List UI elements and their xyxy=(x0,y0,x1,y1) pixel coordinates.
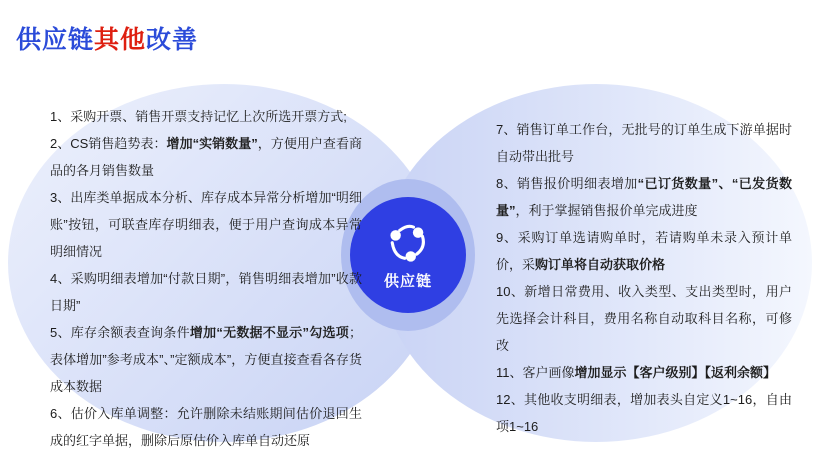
list-item xyxy=(496,224,792,278)
list-item-highlight: 购订单将自动获取价格 xyxy=(535,257,666,272)
list-item-text: ；表体增加”参考成本”、”定额成本”，方便直接查看各存货成本数据 xyxy=(50,325,362,394)
list-item xyxy=(496,278,792,359)
list-item-highlight: “已订货数量”、“已发货数量” xyxy=(496,176,792,218)
list-item-text: 11、客户画像 xyxy=(496,365,575,380)
title-segment: 供应链 xyxy=(16,26,95,54)
list-item xyxy=(496,116,792,170)
list-item xyxy=(50,265,362,319)
title-segment: 其他 xyxy=(94,26,147,54)
list-item-text: 3、出库类单据成本分析、库存成本异常分析增加“明细账”按钮，可联查库存明细表，便于用户查询成本异常明细情况 xyxy=(50,190,362,259)
list-item-text: 2、CS销售趋势表： xyxy=(50,136,167,151)
list-item xyxy=(50,319,362,400)
list-item xyxy=(50,184,362,265)
left-improvement-list xyxy=(50,103,362,454)
list-item-text: 9、采购订单选请购单时，若请购单未录入预计单价，采 xyxy=(496,230,792,272)
list-item-text: 5、库存余额表查询条件 xyxy=(50,325,190,340)
supply-chain-badge xyxy=(350,197,466,313)
list-item xyxy=(496,386,792,440)
list-item-text: ，利于掌握销售报价单完成进度 xyxy=(515,203,698,218)
list-item-text: 12、其他收支明细表，增加表头自定义1~16，自由项1~16 xyxy=(496,392,792,434)
list-item-text: 6、估价入库单调整：允许删除未结账期间估价退回生成的红字单据，删除后原估价入库单自动还原 xyxy=(50,406,362,448)
list-item-highlight: 增加“实销数量” xyxy=(166,136,258,151)
list-item xyxy=(50,130,362,184)
network-nodes-icon xyxy=(385,223,431,267)
list-item-text: 4、采购明细表增加“付款日期”，销售明细表增加”收款日期” xyxy=(50,271,362,313)
list-item-text: 7、销售订单工作台，无批号的订单生成下游单据时自动带出批号 xyxy=(496,122,792,164)
list-item-highlight: 增加显示【客户级别】【返利余额】 xyxy=(574,365,777,380)
badge-label: 供应链 xyxy=(383,273,432,290)
list-item xyxy=(50,103,362,130)
list-item-text: 8、销售报价明细表增加 xyxy=(496,176,638,191)
right-improvement-list xyxy=(496,116,792,440)
list-item xyxy=(50,400,362,454)
list-item-text: 1、采购开票、销售开票支持记忆上次所选开票方式; xyxy=(50,109,347,124)
title-segment: 改善 xyxy=(146,26,199,54)
list-item-text: ，方便用户查看商品的各月销售数量 xyxy=(50,136,362,178)
page-title xyxy=(16,20,198,56)
list-item xyxy=(496,359,792,386)
list-item-highlight: 增加“无数据不显示”勾选项 xyxy=(189,325,349,340)
list-item xyxy=(496,170,792,224)
list-item-text: 10、新增日常费用、收入类型、支出类型时，用户先选择会计科目，费用名称自动取科目名称，可修改 xyxy=(496,284,792,353)
